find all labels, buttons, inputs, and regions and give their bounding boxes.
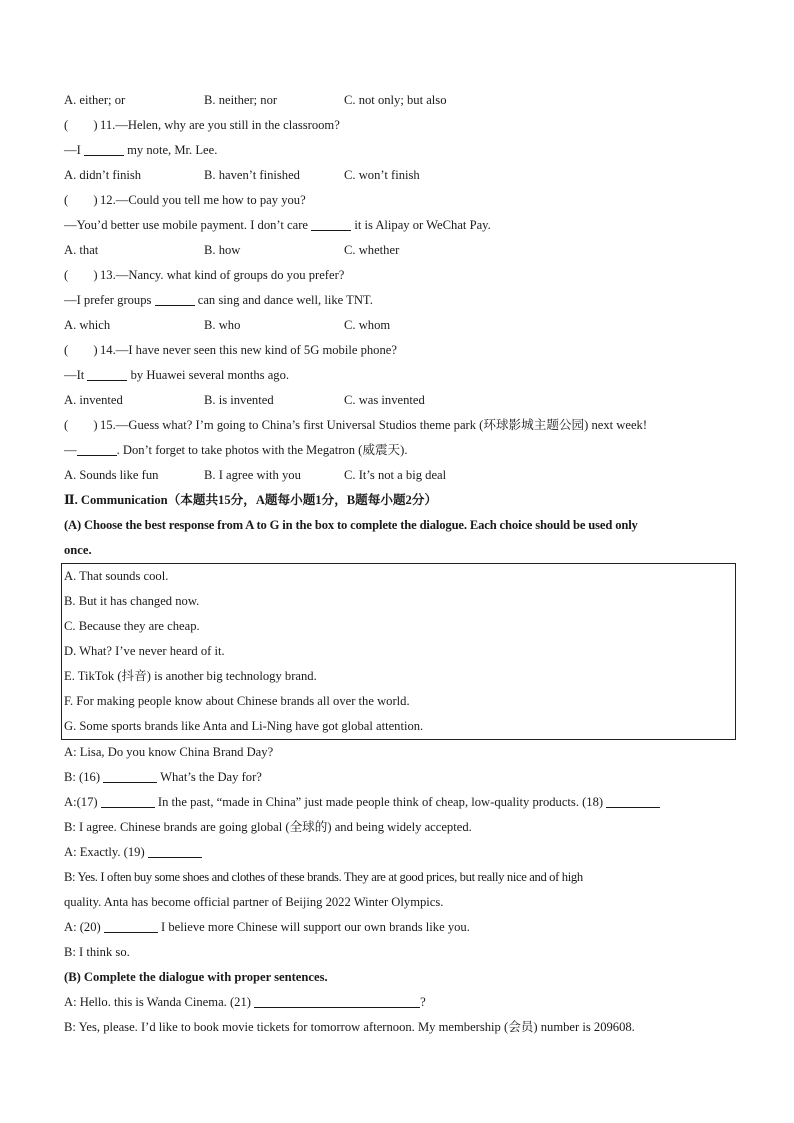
dialogue-text: In the past, “made in China” just made people think of cheap, low-quality products. (18) <box>157 795 604 809</box>
option-c: C. whom <box>344 318 391 332</box>
option-b: B. how <box>204 243 241 257</box>
q12-options <box>64 238 732 263</box>
dialogue-text: I believe more Chinese will support our own brands like you. <box>161 920 470 934</box>
question-line1: —Nancy. what kind of groups do you prefer? <box>115 268 345 282</box>
option-c: C. It’s not a big deal <box>344 468 447 482</box>
answer-blank[interactable] <box>84 141 124 156</box>
q13-response <box>64 288 732 313</box>
choice-b: B. But it has changed now. <box>64 594 200 608</box>
question-number: 14. <box>100 343 116 357</box>
option-a: A. invented <box>64 393 123 407</box>
choice-a: A. That sounds cool. <box>64 569 169 583</box>
option-b: B. who <box>204 318 241 332</box>
dialogue-text: B: (16) <box>64 770 101 784</box>
q10-options <box>64 88 732 113</box>
choice-f: F. For making people know about Chinese brands all over the world. <box>64 694 410 708</box>
question-number: 12. <box>100 193 116 207</box>
answer-blank-20[interactable] <box>104 918 158 933</box>
option-c: C. whether <box>344 243 400 257</box>
answer-blank-19[interactable] <box>148 843 202 858</box>
dialogue-text: A: Hello. this is Wanda Cinema. (21) <box>64 995 251 1009</box>
response-text: —I <box>64 143 81 157</box>
dialogue-line-4: B: I agree. Chinese brands are going global (全球的) and being widely accepted. <box>64 820 472 834</box>
q14-options <box>64 388 732 413</box>
response-text: — <box>64 443 77 457</box>
dialogue-line-6-cont: quality. Anta has become official partner of Beijing 2022 Winter Olympics. <box>64 895 444 909</box>
response-text: —I prefer groups <box>64 293 152 307</box>
response-text: —You’d better use mobile payment. I don’t care <box>64 218 309 232</box>
option-b: B. is invented <box>204 393 274 407</box>
answer-blank[interactable] <box>77 441 117 456</box>
q13-options <box>64 313 732 338</box>
dialogue-text: A: Exactly. (19) <box>64 845 145 859</box>
question-line1: —Could you tell me how to pay you? <box>115 193 306 207</box>
q15-question <box>64 413 732 438</box>
part-a-instruction-cont: once. <box>64 543 92 557</box>
question-line1: —I have never seen this new kind of 5G mobile phone? <box>115 343 397 357</box>
answer-blank-21[interactable] <box>254 993 420 1008</box>
answer-paren[interactable]: ( ) <box>64 193 98 207</box>
answer-blank[interactable] <box>87 366 127 381</box>
q10-option-b: B. neither; nor <box>204 93 278 107</box>
answer-paren[interactable]: ( ) <box>64 118 98 132</box>
question-number: 13. <box>100 268 116 282</box>
choice-c: C. Because they are cheap. <box>64 619 200 633</box>
answer-blank[interactable] <box>155 291 195 306</box>
option-a: A. which <box>64 318 111 332</box>
part-b-line-2: B: Yes, please. I’d like to book movie tickets for tomorrow afternoon. My membership (会员) number is 209608. <box>64 1020 635 1034</box>
dialogue-line-1: A: Lisa, Do you know China Brand Day? <box>64 745 274 759</box>
dialogue-line-5 <box>64 840 732 865</box>
response-text: . Don’t forget to take photos with the Megatron (威震天). <box>116 443 408 457</box>
answer-paren[interactable]: ( ) <box>64 268 98 282</box>
q15-options <box>64 463 732 488</box>
response-text: can sing and dance well, like TNT. <box>197 293 373 307</box>
option-c: C. won’t finish <box>344 168 420 182</box>
answer-blank-16[interactable] <box>103 768 157 783</box>
dialogue-text: A:(17) <box>64 795 98 809</box>
option-a: A. Sounds like fun <box>64 468 159 482</box>
choice-g: G. Some sports brands like Anta and Li-Ning have got global attention. <box>64 719 424 733</box>
choice-d: D. What? I’ve never heard of it. <box>64 644 225 658</box>
q12-response <box>64 213 732 238</box>
question-line1: —Helen, why are you still in the classroom? <box>115 118 340 132</box>
question-number: 15. <box>100 418 116 432</box>
q13-question <box>64 263 732 288</box>
dialogue-text: A: (20) <box>64 920 101 934</box>
choices-box <box>61 563 736 740</box>
q12-question <box>64 188 732 213</box>
choice-e: E. TikTok (抖音) is another big technology brand. <box>64 669 317 683</box>
q14-question <box>64 338 732 363</box>
dialogue-line-6: B: Yes. I often buy some shoes and clothes of these brands. They are at good prices, but really nice and of high <box>64 870 583 884</box>
q14-response <box>64 363 732 388</box>
question-line1: —Guess what? I’m going to China’s first Universal Studios theme park (环球影城主题公园) next week! <box>115 418 648 432</box>
response-text: —It <box>64 368 85 382</box>
response-text: it is Alipay or WeChat Pay. <box>354 218 491 232</box>
q15-response <box>64 438 732 463</box>
worksheet-page <box>64 88 732 1040</box>
dialogue-line-2 <box>64 765 732 790</box>
q11-response <box>64 138 732 163</box>
option-c: C. was invented <box>344 393 425 407</box>
answer-blank[interactable] <box>311 216 351 231</box>
option-a: A. didn’t finish <box>64 168 142 182</box>
q11-question <box>64 113 732 138</box>
question-number: 11. <box>100 118 116 132</box>
question-mark: ? <box>420 995 426 1009</box>
option-a: A. that <box>64 243 99 257</box>
option-b: B. haven’t finished <box>204 168 300 182</box>
response-text: by Huawei several months ago. <box>130 368 290 382</box>
part-b-instruction: (B) Complete the dialogue with proper sentences. <box>64 970 328 984</box>
response-text: my note, Mr. Lee. <box>127 143 218 157</box>
dialogue-line-3 <box>64 790 732 815</box>
dialogue-line-8: B: I think so. <box>64 945 130 959</box>
dialogue-line-7 <box>64 915 732 940</box>
q10-option-a: A. either; or <box>64 93 126 107</box>
option-b: B. I agree with you <box>204 468 301 482</box>
answer-blank-17[interactable] <box>101 793 155 808</box>
answer-paren[interactable]: ( ) <box>64 343 98 357</box>
q11-options <box>64 163 732 188</box>
answer-paren[interactable]: ( ) <box>64 418 98 432</box>
part-b-line-1 <box>64 990 732 1015</box>
dialogue-text: What’s the Day for? <box>160 770 262 784</box>
answer-blank-18[interactable] <box>606 793 660 808</box>
part-a-instruction: (A) Choose the best response from A to G in the box to complete the dialogue. Each choice should be used only <box>64 518 638 532</box>
section-heading: Ⅱ. Communication（本题共15分，A题每小题1分，B题每小题2分） <box>64 493 438 507</box>
q10-option-c: C. not only; but also <box>344 93 447 107</box>
